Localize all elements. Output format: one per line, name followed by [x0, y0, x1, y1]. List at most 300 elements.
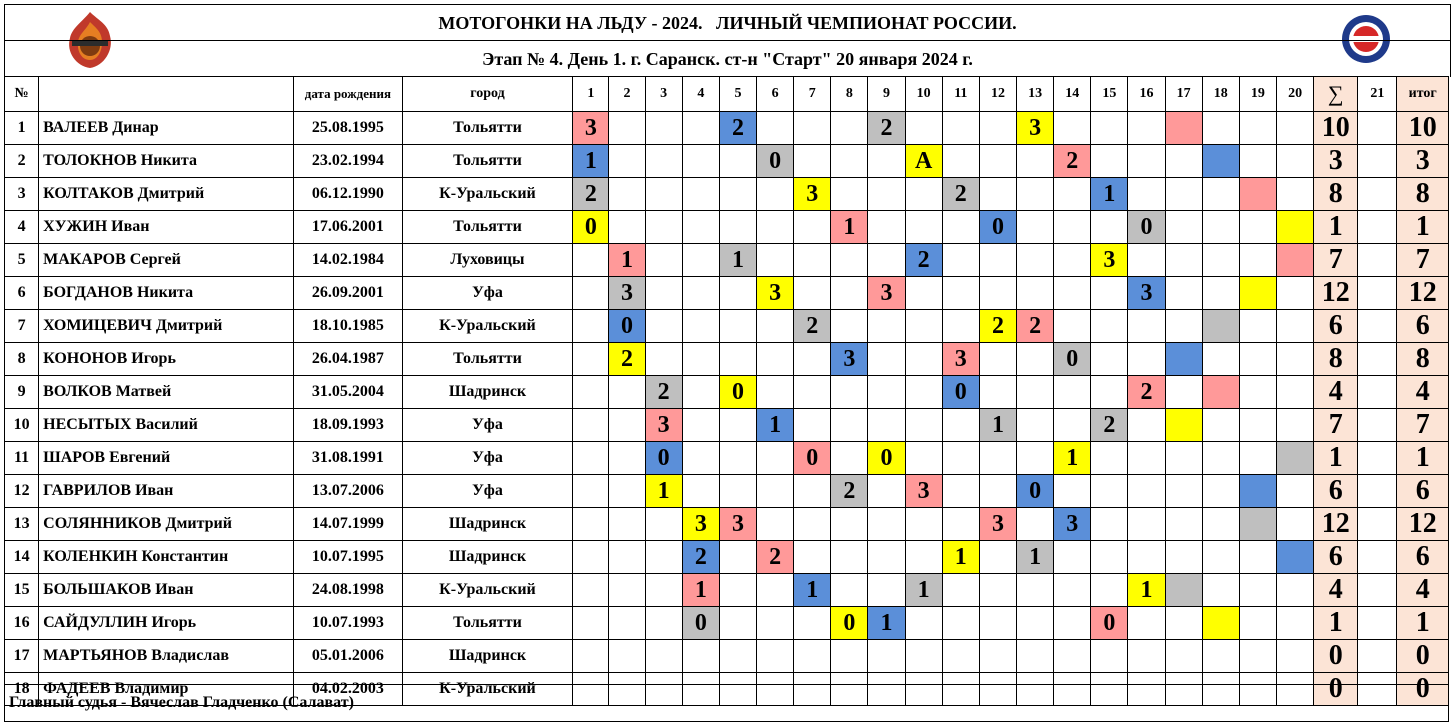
- heat-cell: [682, 409, 719, 442]
- heat-cell: 2: [794, 310, 831, 343]
- heat-cell: [573, 277, 609, 310]
- heat-cell: [942, 475, 979, 508]
- rider-sum: 8: [1314, 178, 1358, 211]
- heat-cell: [682, 343, 719, 376]
- heat-cell: 3: [979, 508, 1016, 541]
- heat-cell: 1: [942, 541, 979, 574]
- heat-cell: [757, 574, 794, 607]
- rider-sum: 3: [1314, 145, 1358, 178]
- page-subtitle: Этап № 4. День 1. г. Саранск. ст-н "Старт" 20 января 2024 г.: [4, 40, 1451, 77]
- heat-cell: [794, 277, 831, 310]
- page-title: МОТОГОНКИ НА ЛЬДУ - 2024. ЛИЧНЫЙ ЧЕМПИОНАТ РОССИИ.: [4, 4, 1451, 41]
- heat-cell: 3: [868, 277, 905, 310]
- heat-cell: [719, 475, 756, 508]
- heat-cell: [831, 376, 868, 409]
- heat-cell: [1239, 475, 1276, 508]
- heat-cell: [1091, 475, 1128, 508]
- heat-cell: [905, 442, 942, 475]
- rider-number: 6: [5, 277, 39, 310]
- heat-cell: [868, 475, 905, 508]
- heat-cell: [1202, 211, 1239, 244]
- col21-cell: [1358, 442, 1397, 475]
- heat-cell: [1128, 541, 1165, 574]
- heat-header: 9: [868, 77, 905, 112]
- heat-cell: 3: [682, 508, 719, 541]
- heat-cell: [1054, 376, 1091, 409]
- heat-cell: [1091, 343, 1128, 376]
- heat-cell: [645, 244, 682, 277]
- rider-city: Уфа: [402, 442, 573, 475]
- rider-birthdate: 05.01.2006: [294, 640, 402, 673]
- rider-total: 1: [1397, 211, 1449, 244]
- heat-cell: 0: [757, 145, 794, 178]
- heat-cell: [1017, 343, 1054, 376]
- heat-cell: [1054, 277, 1091, 310]
- heat-cell: [1017, 574, 1054, 607]
- heat-cell: [942, 409, 979, 442]
- heat-cell: [942, 277, 979, 310]
- rider-number: 17: [5, 640, 39, 673]
- heat-cell: [1165, 178, 1202, 211]
- heat-cell: 1: [609, 244, 645, 277]
- heat-cell: [573, 475, 609, 508]
- heat-cell: [573, 508, 609, 541]
- heat-cell: [831, 244, 868, 277]
- heat-cell: [1165, 244, 1202, 277]
- rider-birthdate: 04.02.2003: [294, 673, 402, 706]
- heat-header: 15: [1091, 77, 1128, 112]
- heat-cell: 3: [794, 178, 831, 211]
- heat-cell: [609, 508, 645, 541]
- heat-cell: [1091, 277, 1128, 310]
- rider-birthdate: 23.02.1994: [294, 145, 402, 178]
- rider-city: К-Уральский: [402, 178, 573, 211]
- heat-cell: [1128, 607, 1165, 640]
- rider-row: [5, 376, 1449, 409]
- heat-cell: 1: [1128, 574, 1165, 607]
- heat-cell: 2: [719, 112, 756, 145]
- heat-cell: [1239, 508, 1276, 541]
- heat-cell: [1091, 112, 1128, 145]
- heat-cell: [1091, 442, 1128, 475]
- heat-cell: [757, 211, 794, 244]
- heat-cell: [1202, 310, 1239, 343]
- heat-cell: [905, 310, 942, 343]
- heat-cell: [573, 574, 609, 607]
- rider-city: Шадринск: [402, 376, 573, 409]
- heat-cell: 1: [831, 211, 868, 244]
- rider-row: [5, 475, 1449, 508]
- heat-cell: 0: [573, 211, 609, 244]
- heat-cell: [682, 112, 719, 145]
- rider-birthdate: 26.04.1987: [294, 343, 402, 376]
- heat-cell: [979, 607, 1016, 640]
- heat-cell: [573, 442, 609, 475]
- heat-cell: [757, 178, 794, 211]
- heat-header: 1: [573, 77, 609, 112]
- heat-cell: [682, 145, 719, 178]
- heat-cell: [979, 442, 1016, 475]
- heat-cell: [905, 508, 942, 541]
- rider-birthdate: 06.12.1990: [294, 178, 402, 211]
- heat-cell: [1277, 376, 1314, 409]
- heat-cell: [942, 508, 979, 541]
- heat-cell: 0: [1128, 211, 1165, 244]
- heat-cell: [868, 409, 905, 442]
- heat-cell: [905, 409, 942, 442]
- heat-cell: [1054, 640, 1091, 673]
- heat-cell: [794, 211, 831, 244]
- heat-cell: [1277, 145, 1314, 178]
- heat-cell: [1017, 607, 1054, 640]
- rider-name: ГАВРИЛОВ Иван: [39, 475, 294, 508]
- rider-city: К-Уральский: [402, 673, 573, 706]
- heat-cell: 1: [905, 574, 942, 607]
- heat-header: 8: [831, 77, 868, 112]
- heat-cell: [757, 442, 794, 475]
- heat-header: 4: [682, 77, 719, 112]
- heat-cell: [905, 112, 942, 145]
- heat-cell: 3: [1017, 112, 1054, 145]
- heat-cell: [1239, 277, 1276, 310]
- heat-header: 13: [1017, 77, 1054, 112]
- heat-cell: [979, 277, 1016, 310]
- heat-cell: [1202, 475, 1239, 508]
- rider-row: [5, 310, 1449, 343]
- results-table: [4, 76, 1449, 706]
- heat-cell: [682, 277, 719, 310]
- heat-cell: [868, 178, 905, 211]
- heat-cell: [719, 277, 756, 310]
- heat-cell: 0: [719, 376, 756, 409]
- heat-cell: [868, 343, 905, 376]
- heat-cell: [942, 574, 979, 607]
- heat-cell: [1277, 211, 1314, 244]
- heat-cell: [1165, 607, 1202, 640]
- rider-sum: 10: [1314, 112, 1358, 145]
- heat-cell: [1239, 178, 1276, 211]
- heat-cell: [1239, 211, 1276, 244]
- rider-birthdate: 26.09.2001: [294, 277, 402, 310]
- heat-header: 12: [979, 77, 1016, 112]
- heat-cell: [1054, 310, 1091, 343]
- heat-cell: [1054, 574, 1091, 607]
- rider-city: Уфа: [402, 277, 573, 310]
- heat-cell: [719, 442, 756, 475]
- heat-cell: [1277, 112, 1314, 145]
- heat-cell: [1017, 244, 1054, 277]
- heat-cell: [905, 343, 942, 376]
- heat-cell: [1277, 310, 1314, 343]
- heat-cell: [719, 607, 756, 640]
- heat-cell: [1165, 145, 1202, 178]
- heat-cell: [1239, 244, 1276, 277]
- rider-total: 10: [1397, 112, 1449, 145]
- rider-row: [5, 607, 1449, 640]
- heat-cell: 0: [942, 376, 979, 409]
- heat-cell: 1: [868, 607, 905, 640]
- heat-cell: [1091, 310, 1128, 343]
- heat-cell: [1128, 442, 1165, 475]
- heat-cell: [645, 211, 682, 244]
- rider-sum: 1: [1314, 442, 1358, 475]
- heat-cell: 1: [1091, 178, 1128, 211]
- col-sum-header: ∑: [1314, 77, 1358, 112]
- heat-cell: [1128, 244, 1165, 277]
- heat-cell: 2: [1017, 310, 1054, 343]
- heat-cell: [905, 277, 942, 310]
- rider-total: 6: [1397, 541, 1449, 574]
- rider-total: 4: [1397, 376, 1449, 409]
- heat-cell: [1128, 112, 1165, 145]
- rider-sum: 12: [1314, 508, 1358, 541]
- rider-total: 1: [1397, 442, 1449, 475]
- col21-cell: [1358, 640, 1397, 673]
- heat-cell: [868, 574, 905, 607]
- heat-cell: [609, 112, 645, 145]
- heat-cell: [979, 541, 1016, 574]
- heat-cell: [645, 607, 682, 640]
- rider-row: [5, 145, 1449, 178]
- heat-cell: [942, 211, 979, 244]
- heat-cell: [831, 277, 868, 310]
- heat-cell: [831, 409, 868, 442]
- rider-birthdate: 31.05.2004: [294, 376, 402, 409]
- heat-cell: [794, 640, 831, 673]
- heat-cell: [682, 178, 719, 211]
- heat-cell: [1165, 442, 1202, 475]
- rider-number: 2: [5, 145, 39, 178]
- rider-city: Тольятти: [402, 211, 573, 244]
- heat-cell: 1: [682, 574, 719, 607]
- heat-cell: [573, 409, 609, 442]
- rider-city: Уфа: [402, 409, 573, 442]
- heat-cell: [1277, 508, 1314, 541]
- rider-sum: 12: [1314, 277, 1358, 310]
- heat-cell: [719, 310, 756, 343]
- rider-row: [5, 343, 1449, 376]
- heat-cell: [609, 442, 645, 475]
- heat-header: 10: [905, 77, 942, 112]
- heat-cell: [1239, 145, 1276, 178]
- heat-cell: [719, 541, 756, 574]
- rider-name: МАКАРОВ Сергей: [39, 244, 294, 277]
- heat-cell: [1128, 409, 1165, 442]
- heat-cell: 1: [645, 475, 682, 508]
- heat-cell: [979, 145, 1016, 178]
- heat-cell: [1239, 442, 1276, 475]
- heat-cell: [1202, 277, 1239, 310]
- heat-cell: [1202, 508, 1239, 541]
- rider-number: 12: [5, 475, 39, 508]
- heat-cell: [979, 244, 1016, 277]
- heat-cell: [1277, 574, 1314, 607]
- rider-total: 0: [1397, 673, 1449, 706]
- heat-cell: [645, 112, 682, 145]
- heat-cell: [1091, 145, 1128, 178]
- heat-cell: [1017, 409, 1054, 442]
- rider-row: [5, 409, 1449, 442]
- rider-sum: 4: [1314, 376, 1358, 409]
- rider-number: 14: [5, 541, 39, 574]
- heat-cell: [719, 178, 756, 211]
- heat-cell: [905, 211, 942, 244]
- rider-total: 8: [1397, 178, 1449, 211]
- heat-cell: [757, 343, 794, 376]
- heat-cell: 2: [645, 376, 682, 409]
- heat-cell: [868, 541, 905, 574]
- heat-cell: [794, 409, 831, 442]
- rider-number: 11: [5, 442, 39, 475]
- rider-name: ШАРОВ Евгений: [39, 442, 294, 475]
- col21-cell: [1358, 475, 1397, 508]
- heat-cell: [609, 640, 645, 673]
- heat-cell: [794, 508, 831, 541]
- rider-city: Уфа: [402, 475, 573, 508]
- heat-cell: 1: [719, 244, 756, 277]
- heat-cell: [719, 409, 756, 442]
- header-row: [5, 77, 1449, 112]
- heat-cell: 0: [645, 442, 682, 475]
- heat-cell: [609, 211, 645, 244]
- rider-total: 12: [1397, 508, 1449, 541]
- heat-cell: А: [905, 145, 942, 178]
- rider-city: Луховицы: [402, 244, 573, 277]
- heat-header: 6: [757, 77, 794, 112]
- heat-cell: [942, 145, 979, 178]
- heat-cell: [719, 211, 756, 244]
- heat-cell: [979, 178, 1016, 211]
- heat-cell: 3: [942, 343, 979, 376]
- rider-name: МАРТЬЯНОВ Владислав: [39, 640, 294, 673]
- rider-row: [5, 541, 1449, 574]
- rider-row: [5, 508, 1449, 541]
- heat-cell: 2: [1128, 376, 1165, 409]
- rider-total: 7: [1397, 244, 1449, 277]
- heat-cell: 1: [794, 574, 831, 607]
- col-city-header: город: [402, 77, 573, 112]
- heat-cell: [573, 640, 609, 673]
- heat-cell: [757, 607, 794, 640]
- heat-cell: [645, 640, 682, 673]
- heat-cell: [1017, 640, 1054, 673]
- heat-cell: 3: [1128, 277, 1165, 310]
- heat-cell: 1: [573, 145, 609, 178]
- rider-row: [5, 640, 1449, 673]
- heat-cell: [1277, 541, 1314, 574]
- heat-cell: [1091, 541, 1128, 574]
- rider-city: Тольятти: [402, 112, 573, 145]
- heat-cell: [1239, 607, 1276, 640]
- rider-birthdate: 10.07.1993: [294, 607, 402, 640]
- heat-cell: [645, 574, 682, 607]
- heat-cell: [573, 541, 609, 574]
- rider-sum: 8: [1314, 343, 1358, 376]
- heat-cell: [1202, 442, 1239, 475]
- rider-sum: 4: [1314, 574, 1358, 607]
- heat-cell: 1: [979, 409, 1016, 442]
- heat-cell: [645, 310, 682, 343]
- rider-birthdate: 18.10.1985: [294, 310, 402, 343]
- rider-name: ВОЛКОВ Матвей: [39, 376, 294, 409]
- rider-name: КОЛТАКОВ Дмитрий: [39, 178, 294, 211]
- heat-cell: [1277, 178, 1314, 211]
- rider-number: 13: [5, 508, 39, 541]
- heat-cell: [1239, 409, 1276, 442]
- heat-cell: [609, 376, 645, 409]
- heat-cell: [831, 178, 868, 211]
- heat-cell: [1128, 640, 1165, 673]
- heat-cell: [1017, 376, 1054, 409]
- heat-cell: [1054, 541, 1091, 574]
- heat-cell: [1017, 277, 1054, 310]
- heat-cell: [609, 475, 645, 508]
- rider-row: [5, 112, 1449, 145]
- rider-total: 12: [1397, 277, 1449, 310]
- heat-cell: [682, 211, 719, 244]
- heat-cell: [573, 343, 609, 376]
- rider-birthdate: 13.07.2006: [294, 475, 402, 508]
- rider-city: Шадринск: [402, 640, 573, 673]
- heat-cell: 0: [682, 607, 719, 640]
- rider-row: [5, 211, 1449, 244]
- heat-cell: 3: [757, 277, 794, 310]
- heat-cell: [573, 244, 609, 277]
- heat-cell: 0: [1017, 475, 1054, 508]
- rider-name: БОЛЬШАКОВ Иван: [39, 574, 294, 607]
- rider-sum: 0: [1314, 640, 1358, 673]
- heat-cell: 0: [1054, 343, 1091, 376]
- heat-cell: [1239, 541, 1276, 574]
- heat-cell: 3: [1091, 244, 1128, 277]
- rider-number: 16: [5, 607, 39, 640]
- heat-cell: [1165, 541, 1202, 574]
- heat-cell: [1054, 409, 1091, 442]
- rider-row: [5, 277, 1449, 310]
- heat-header: 5: [719, 77, 756, 112]
- rider-number: 7: [5, 310, 39, 343]
- heat-cell: [1277, 244, 1314, 277]
- rider-city: Тольятти: [402, 607, 573, 640]
- heat-cell: [1091, 508, 1128, 541]
- rider-sum: 6: [1314, 541, 1358, 574]
- heat-cell: 2: [682, 541, 719, 574]
- heat-header: 3: [645, 77, 682, 112]
- heat-cell: [1239, 574, 1276, 607]
- heat-cell: [609, 409, 645, 442]
- heat-cell: [1165, 211, 1202, 244]
- heat-cell: 3: [831, 343, 868, 376]
- heat-header: 7: [794, 77, 831, 112]
- rider-number: 10: [5, 409, 39, 442]
- rider-name: ФАДЕЕВ Владимир: [39, 673, 294, 706]
- heat-cell: [1165, 343, 1202, 376]
- col21-cell: [1358, 574, 1397, 607]
- rider-sum: 0: [1314, 673, 1358, 706]
- col21-cell: [1358, 541, 1397, 574]
- heat-cell: 2: [1091, 409, 1128, 442]
- heat-cell: [868, 508, 905, 541]
- heat-cell: [905, 178, 942, 211]
- heat-cell: [1277, 442, 1314, 475]
- heat-cell: [1277, 277, 1314, 310]
- heat-cell: 2: [573, 178, 609, 211]
- heat-cell: [1128, 178, 1165, 211]
- heat-cell: [868, 145, 905, 178]
- heat-cell: [979, 343, 1016, 376]
- rider-name: НЕСЫТЫХ Василий: [39, 409, 294, 442]
- heat-cell: 0: [868, 442, 905, 475]
